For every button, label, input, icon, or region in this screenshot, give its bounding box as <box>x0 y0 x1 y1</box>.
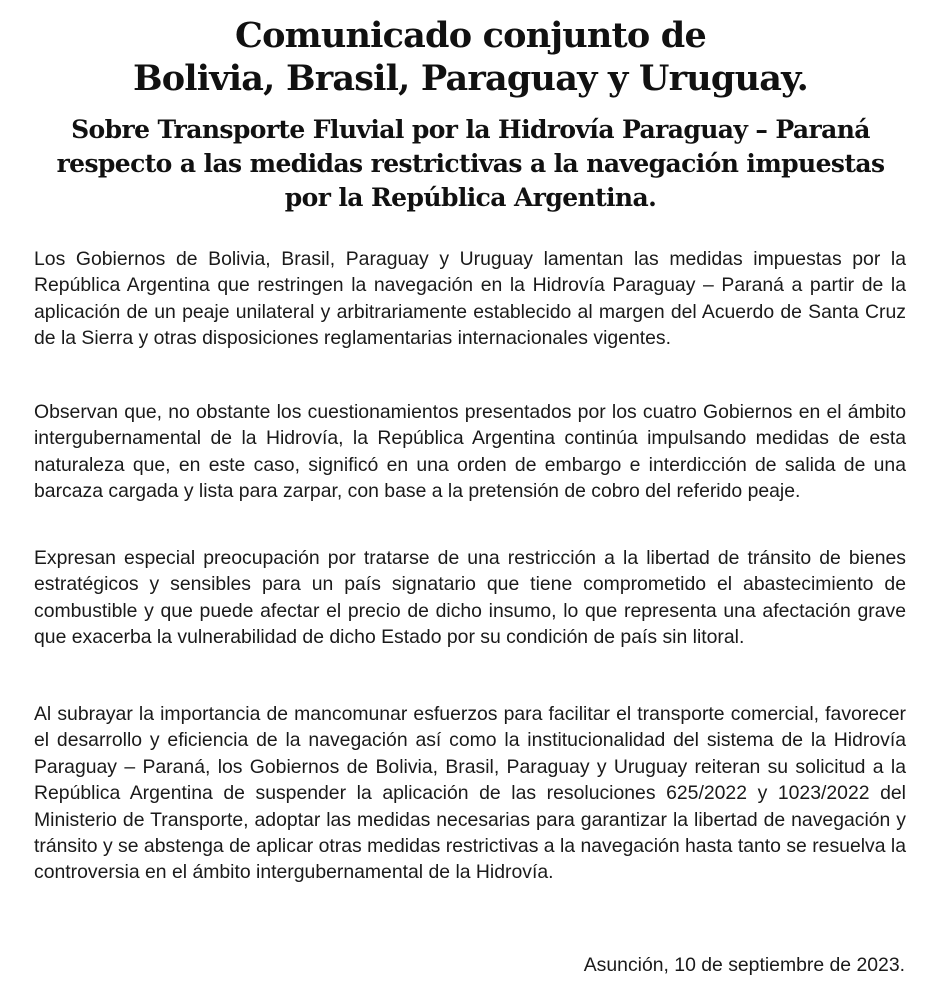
subtitle-line-3: por la República Argentina. <box>284 183 657 212</box>
paragraph-lament: Los Gobiernos de Bolivia, Brasil, Paraguay y Uruguay lamentan las medidas impuestas por la República Argentina que restringen la navegación en la Hidrovía Paraguay – Paraná a partir de la aplicación de un peaje unilateral y arbitrariamente establecido al margen del Acuerdo de Santa Cruz de la Sierra y otras disposiciones reglamentarias internacionales vigentes. <box>34 248 906 350</box>
paragraph-request: Al subrayar la importancia de mancomunar esfuerzos para facilitar el transporte comercial, favorecer el desarrollo y eficiencia de la navegación así como la institucionalidad del sistema de la Hidrovía Paraguay – Paraná, los Gobiernos de Bolivia, Brasil, Paraguay y Uruguay reiteran su solicitud a la República Argentina de suspender la aplicación de las resoluciones 625/2022 y 1023/2022 del Ministerio de Transporte, adoptar las medidas necesarias para garantizar la libertad de navegación y tránsito y se abstenga de aplicar otras medidas restrictivas a la navegación hasta tanto se resuelva la controversia en el ámbito intergubernamental de la Hidrovía. <box>34 703 906 884</box>
place-and-date: Asunción, 10 de septiembre de 2023. <box>583 954 905 976</box>
subtitle-line-1: Sobre Transporte Fluvial por la Hidrovía Paraguay – Paraná <box>71 115 870 144</box>
title-line-2: Bolivia, Brasil, Paraguay y Uruguay. <box>132 58 809 99</box>
title-line-1: Comunicado conjunto de <box>235 15 706 56</box>
paragraph-concern: Expresan especial preocupación por tratarse de una restricción a la libertad de tránsito de bienes estratégicos y sensibles para un país signatario que tiene comprometido el abastecimiento de combustible y que puede afectar el precio de dicho insumo, lo que representa una afectación grave que exacerba la vulnerabilidad de dicho Estado por su condición de país sin litoral. <box>34 547 906 649</box>
subtitle-line-2: respecto a las medidas restrictivas a la navegación impuestas <box>56 149 885 178</box>
paragraph-observe: Observan que, no obstante los cuestionamientos presentados por los cuatro Gobiernos en el ámbito intergubernamental de la Hidrovía, la República Argentina continúa impulsando medidas de esta naturaleza que, en este caso, significó en una orden de embargo e interdicción de salida de una barcaza cargada y lista para zarpar, con base a la pretensión de cobro del referido peaje. <box>34 401 906 503</box>
